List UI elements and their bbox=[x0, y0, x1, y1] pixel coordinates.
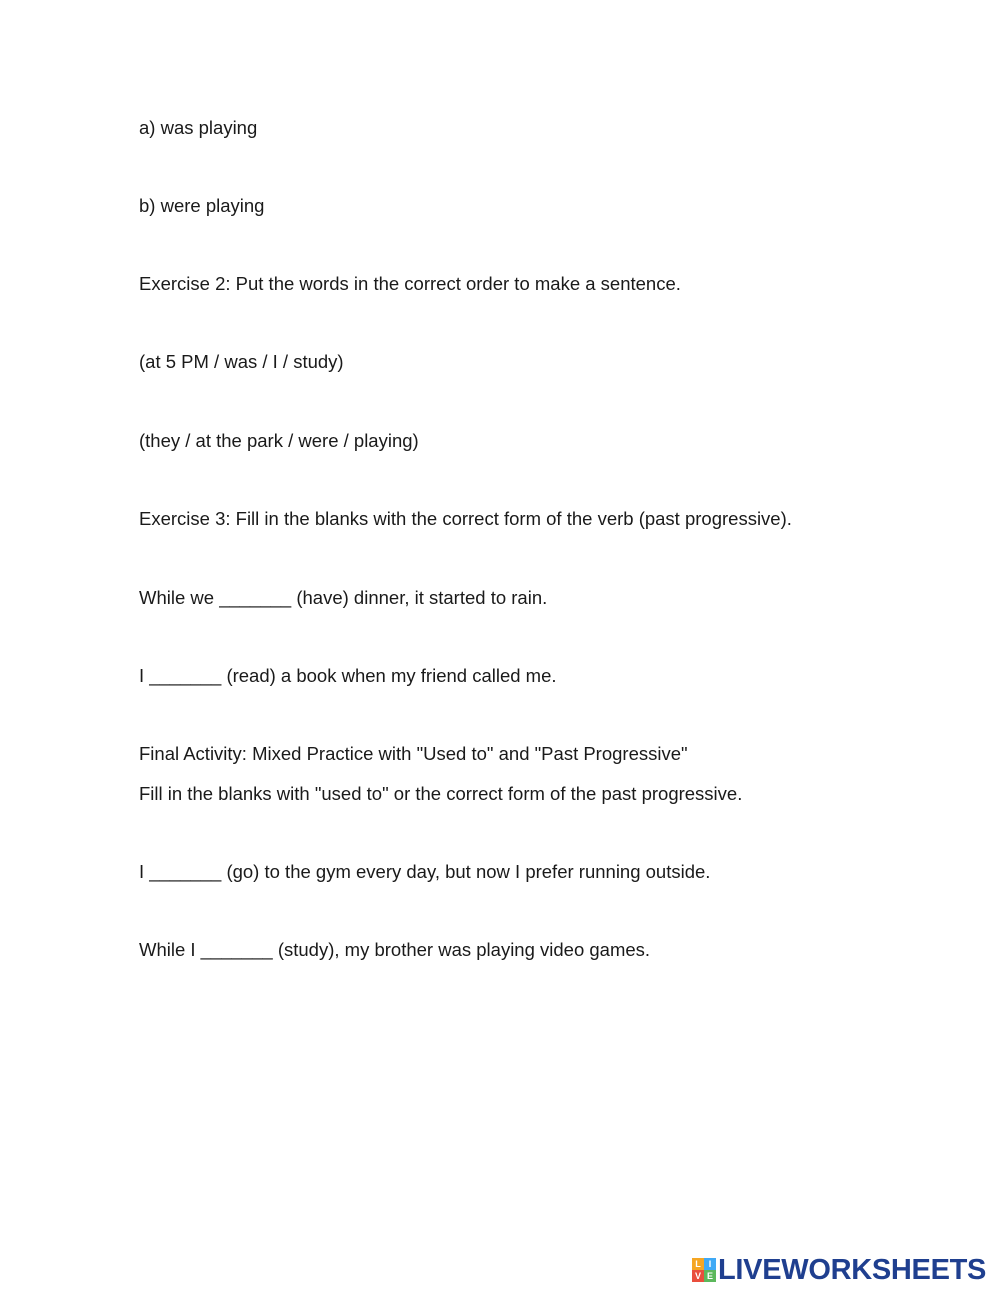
final-activity-item-1: I _______ (go) to the gym every day, but now I prefer running outside. bbox=[139, 861, 711, 882]
exercise-3-heading: Exercise 3: Fill in the blanks with the correct form of the verb (past progressive). bbox=[139, 508, 792, 529]
exercise-2-heading: Exercise 2: Put the words in the correct order to make a sentence. bbox=[139, 273, 681, 294]
exercise-3-item-1: While we _______ (have) dinner, it started to rain. bbox=[139, 587, 548, 608]
liveworksheets-logo-icon: L I V E bbox=[692, 1258, 716, 1282]
final-activity-instructions: Fill in the blanks with "used to" or the correct form of the past progressive. bbox=[139, 783, 743, 804]
exercise-2-item-2: (they / at the park / were / playing) bbox=[139, 430, 419, 451]
option-b: b) were playing bbox=[139, 195, 265, 216]
final-activity-heading: Final Activity: Mixed Practice with "Used to" and "Past Progressive" bbox=[139, 743, 688, 764]
exercise-3-item-2: I _______ (read) a book when my friend called me. bbox=[139, 665, 557, 686]
logo-text: LIVEWORKSHEETS bbox=[718, 1254, 987, 1286]
option-a: a) was playing bbox=[139, 117, 258, 138]
final-activity-item-2: While I _______ (study), my brother was playing video games. bbox=[139, 939, 651, 960]
exercise-2-item-1: (at 5 PM / was / I / study) bbox=[139, 351, 344, 372]
liveworksheets-logo bbox=[692, 1254, 986, 1286]
